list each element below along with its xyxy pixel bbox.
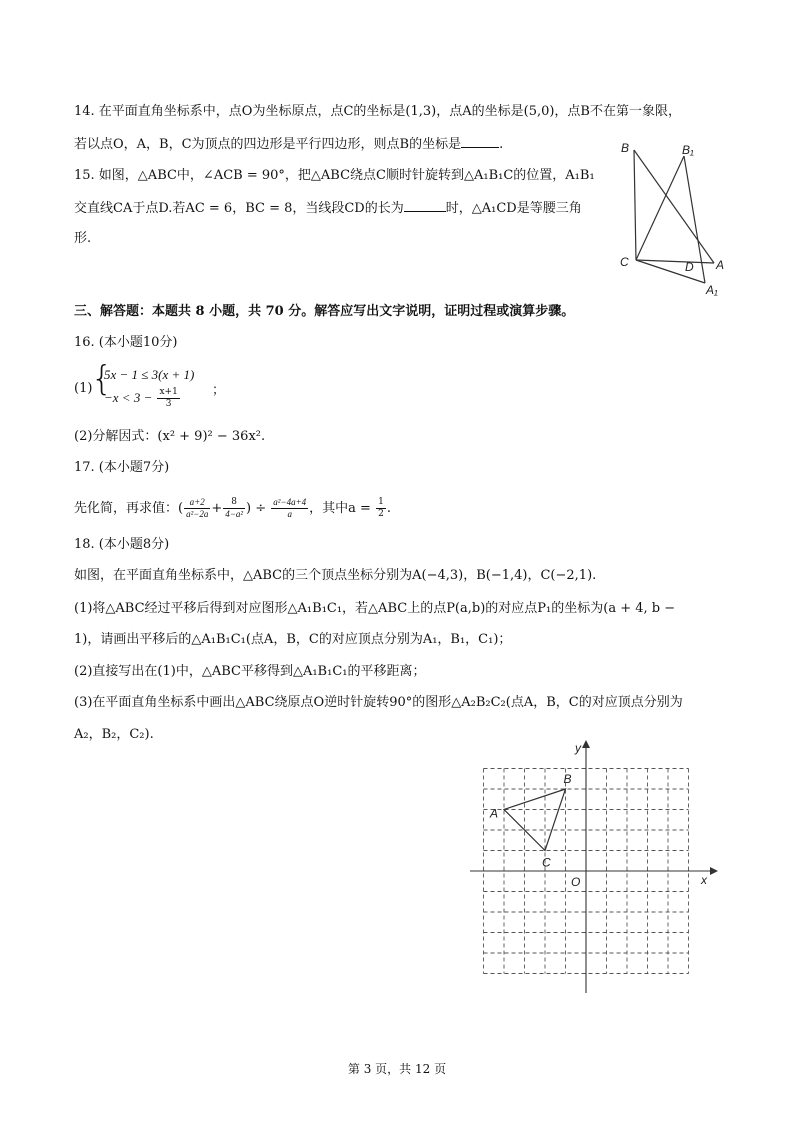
x-axis-label: x bbox=[701, 873, 707, 887]
q15-seg-CA bbox=[636, 260, 714, 263]
q15-rotation-figure bbox=[612, 138, 732, 298]
q15-seg-BA bbox=[634, 150, 714, 263]
q18-title: 18. (本小题8分) bbox=[74, 537, 170, 552]
q15-label-D: D bbox=[685, 260, 694, 274]
section3-heading: 三、解答题：本题共 8 小题，共 70 分。解答应写出文字说明，证明过程或演算步骤。 bbox=[74, 304, 575, 319]
q15-line2-text: 交直线CA于点D.若AC = 6，BC = 8，当线段CD的长为 bbox=[74, 201, 404, 216]
q15-label-B1: B₁ bbox=[682, 143, 694, 157]
q14-line2-end: . bbox=[499, 137, 504, 152]
point-label-A: A bbox=[490, 806, 499, 821]
q15-label-C: C bbox=[620, 255, 629, 269]
q16-system-brace: { bbox=[91, 359, 113, 399]
q16-part1-label: (1) bbox=[74, 381, 93, 396]
q18-line1: 如图，在平面直角坐标系中，△ABC的三个顶点坐标分别为A(−4,3)，B(−1,4)，C(−2,1). bbox=[74, 568, 597, 583]
q17-plus: + bbox=[211, 501, 223, 516]
q17-where: ，其中a = bbox=[309, 501, 371, 516]
q18-line6: A₂，B₂，C₂). bbox=[74, 727, 154, 742]
x-axis-arrow bbox=[710, 867, 718, 875]
q18-coordinate-grid bbox=[465, 738, 725, 998]
q15-label-A: A bbox=[716, 258, 725, 272]
q15-answer-blank[interactable] bbox=[404, 199, 446, 212]
q15-line2 bbox=[74, 199, 582, 218]
q17-expression bbox=[74, 497, 391, 520]
q18-line3: 1)，请画出平移后的△A₁B₁C₁(点A，B，C的对应顶点分别为A₁，B₁，C₁)； bbox=[74, 632, 512, 647]
q17-div: ) ÷ bbox=[246, 501, 267, 516]
q17-frac2: $\frac{8}{\text{4−a²}}$ bbox=[225, 497, 244, 519]
q17-lead: 先化简，再求值：( bbox=[74, 501, 184, 516]
q15-seg-CB1 bbox=[636, 156, 684, 260]
q18-line5: (3)在平面直角坐标系中画出△ABC绕原点O逆时针旋转90°的图形△A₂B₂C₂(点A，B，C的对应顶点分别为 bbox=[74, 695, 683, 710]
q14-line1: 14. 在平面直角坐标系中，点O为坐标原点，点C的坐标是(1,3)，点A的坐标是(5,0)，点B不在第一象限， bbox=[74, 104, 681, 119]
q15-line3: 形. bbox=[74, 231, 92, 246]
y-axis-arrow bbox=[582, 740, 590, 748]
q16-part1-end: ； bbox=[212, 383, 226, 398]
triangle-abc bbox=[504, 789, 566, 851]
q17-title: 17. (本小题7分) bbox=[74, 460, 170, 475]
q14-answer-blank[interactable] bbox=[461, 135, 499, 148]
q15-seg-CB bbox=[634, 150, 636, 260]
q16-ineq2-left: −x < 3 − bbox=[104, 390, 153, 405]
page-footer: 第 3 页，共 12 页 bbox=[347, 1062, 447, 1076]
q17-frac1: $\frac{a+2}{\text{a²−2a}}$ bbox=[186, 497, 209, 519]
q17-frac3: $\frac{\text{a²−4a+4}}{a}$ bbox=[273, 497, 307, 519]
q17-frac4: $\frac{1}{2}$ bbox=[378, 497, 384, 519]
origin-label: O bbox=[571, 875, 581, 889]
q16-part2: (2)分解因式：(x² + 9)² − 36x². bbox=[74, 429, 266, 444]
q17-end: . bbox=[386, 501, 391, 516]
q16-ineq2-fraction: $\frac{x+1}{3}$ bbox=[159, 387, 178, 409]
q14-line2-text: 若以点O，A，B，C为顶点的四边形是平行四边形，则点B的坐标是 bbox=[74, 137, 462, 152]
q14-line2 bbox=[74, 135, 503, 154]
q15-line2-end: 时，△A₁CD是等腰三角 bbox=[445, 201, 582, 216]
q15-label-A1: A₁ bbox=[706, 283, 718, 297]
q16-title: 16. (本小题10分) bbox=[74, 335, 178, 350]
q16-ineq1: 5x − 1 ≤ 3(x + 1) bbox=[104, 367, 195, 382]
q15-label-B: B bbox=[621, 141, 630, 155]
point-label-C: C bbox=[542, 855, 551, 870]
y-axis-label: y bbox=[575, 741, 581, 755]
q18-line2: (1)将△ABC经过平移后得到对应图形△A₁B₁C₁，若△ABC上的点P(a,b)的对应点P₁的坐标为(a + 4, b − bbox=[74, 601, 676, 616]
q15-line1: 15. 如图，△ABC中，∠ACB = 90°，把△ABC绕点C顺时针旋转到△A₁B₁C的位置，A₁B₁ bbox=[74, 168, 595, 183]
point-label-B: B bbox=[563, 772, 572, 786]
q16-ineq2 bbox=[104, 387, 181, 410]
q15-seg-CA1 bbox=[636, 260, 705, 283]
q18-line4: (2)直接写出在(1)中，△ABC平移得到△A₁B₁C₁的平移距离； bbox=[74, 664, 426, 679]
